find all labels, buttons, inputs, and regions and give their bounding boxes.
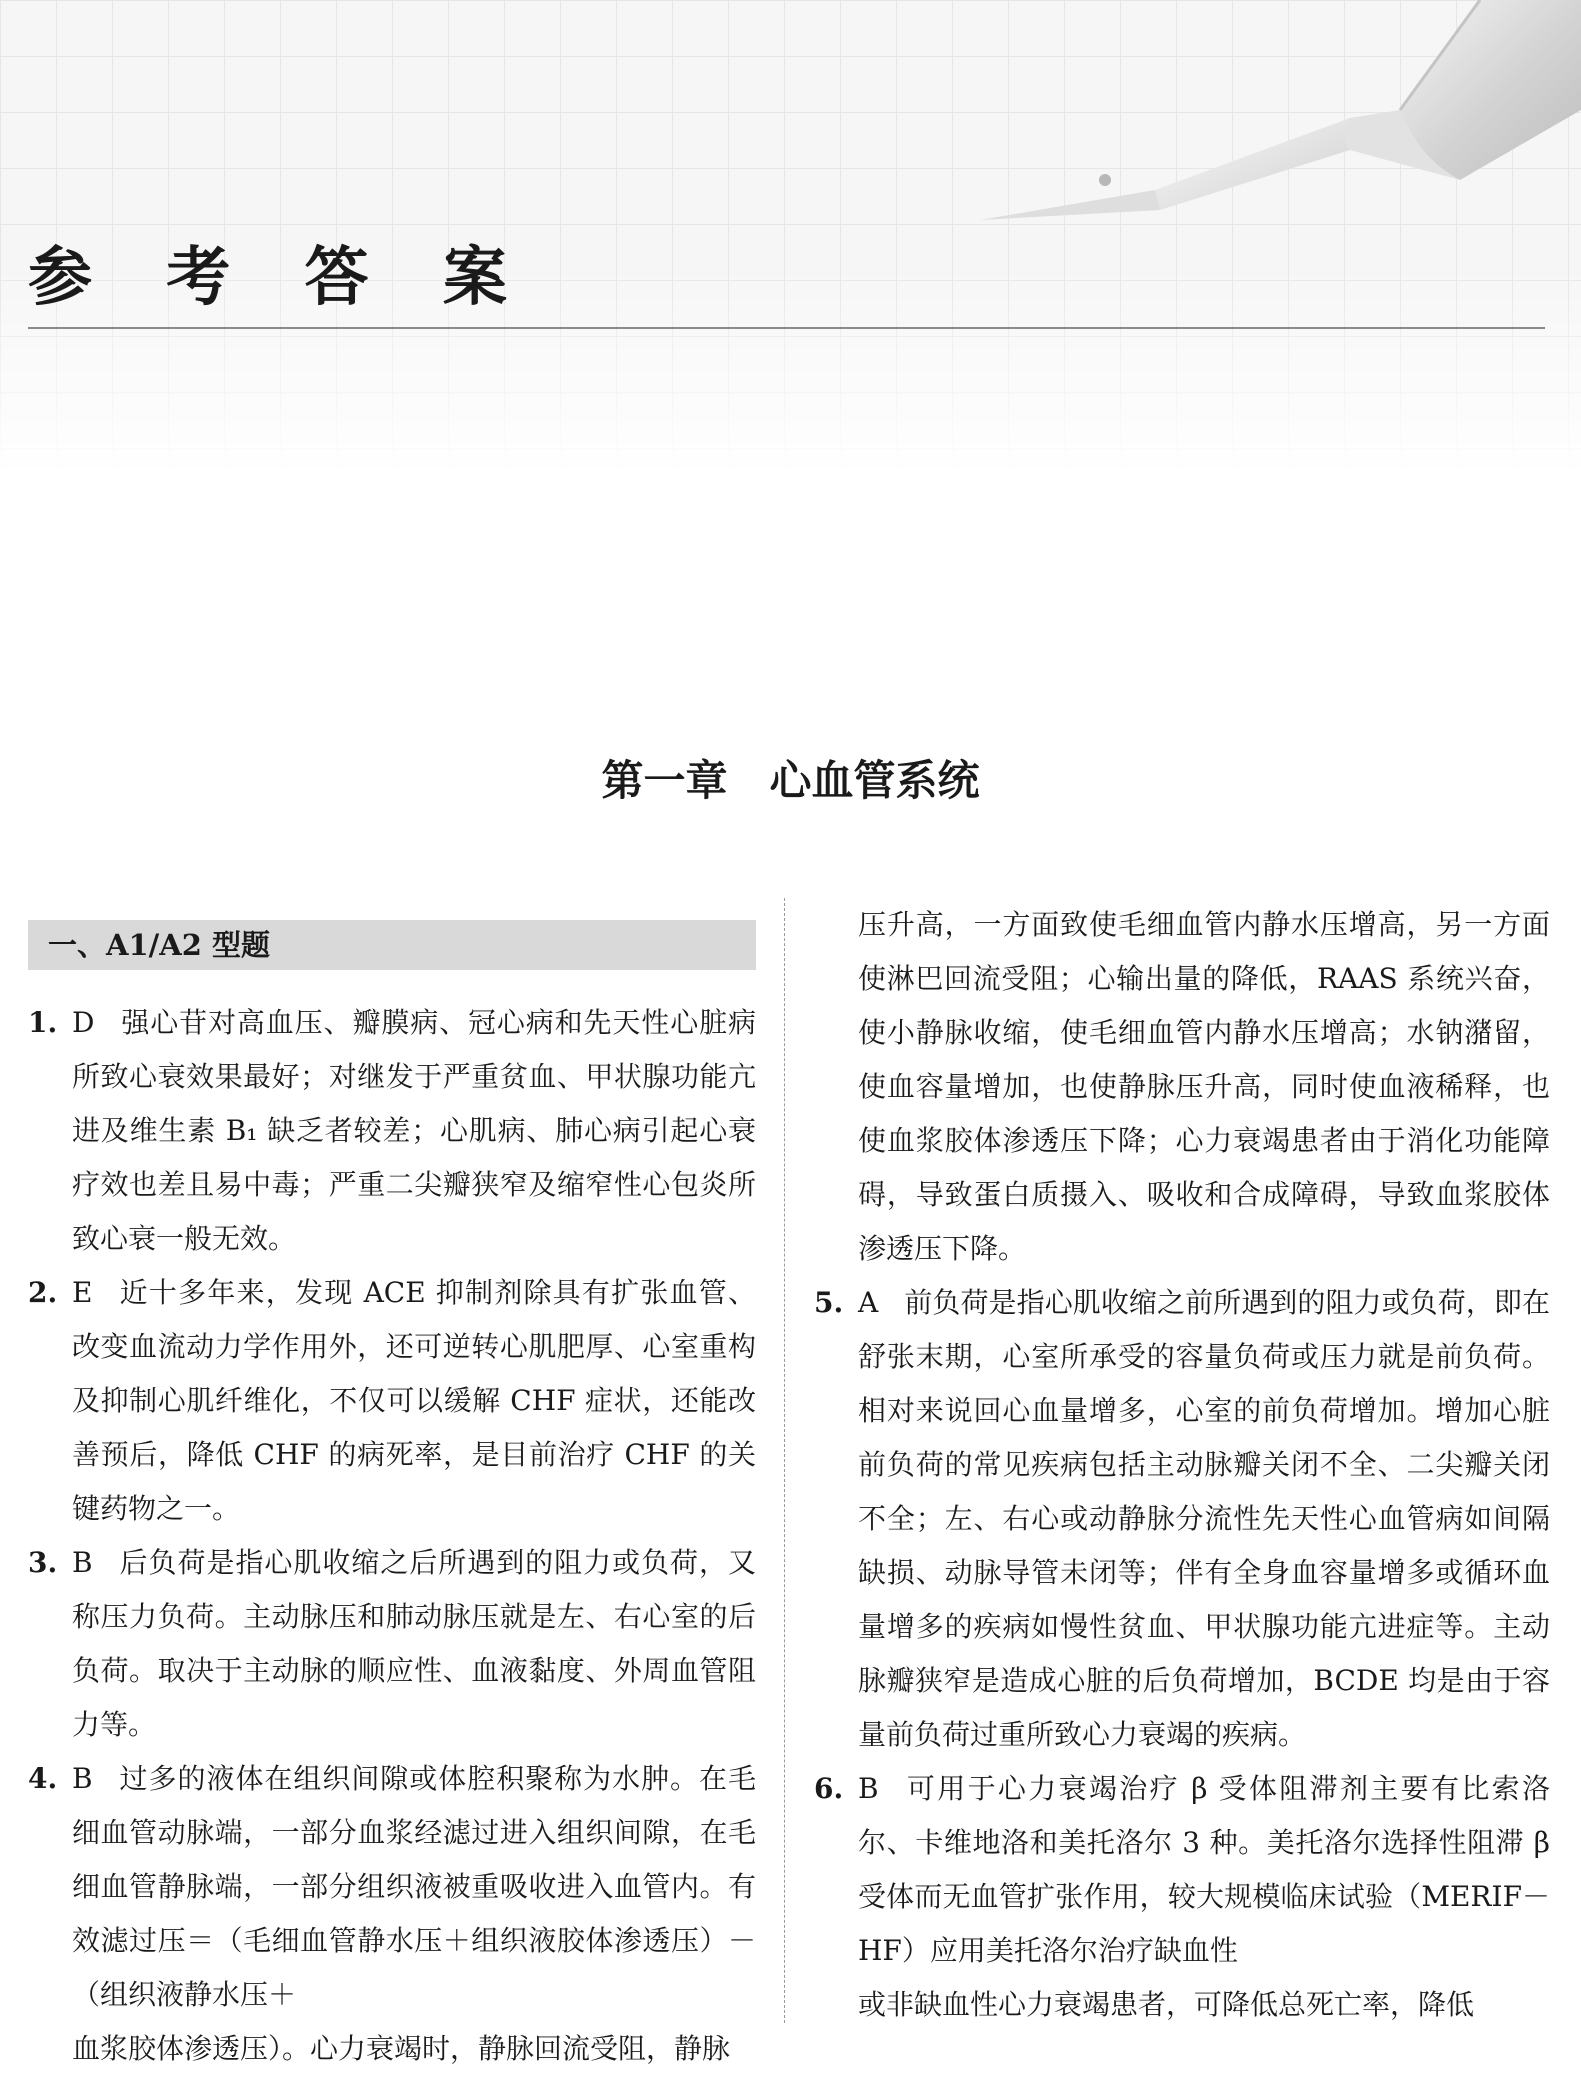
chapter-title: 第一章 心血管系统 (601, 756, 980, 805)
left-column (28, 898, 756, 2065)
answer-item-4-continued: 压升高，一方面致使毛细血管内静水压增高，另一方面使淋巴回流受阻；心输出量的降低，RAAS 系统兴奋，使小静脉收缩，使毛细血管内静水压增高；水钠潴留，使血容量增加，也使静脉压升高，同时使血液稀释，也使血浆胶体渗透压下降；心力衰竭患者由于消化功能障碍，导致蛋白质摄入、吸收和合成障碍，导致血浆胶体渗透压下降。 (858, 908, 1550, 1265)
answer-number: 3. (28, 1546, 58, 1579)
answer-key: B (72, 1762, 93, 1795)
answer-key: E (72, 1276, 93, 1309)
answer-item-2 (28, 1266, 756, 1536)
answer-number: 2. (28, 1276, 58, 1309)
answer-explanation: 强心苷对高血压、瓣膜病、冠心病和先天性心脏病所致心衰效果最好；对继发于严重贫血、甲状腺功能亢进及维生素 B₁ 缺乏者较差；心肌病、肺心病引起心衰疗效也差且易中毒；严重二尖瓣狭窄及缩窄性心包炎所致心衰一般无效。 (72, 1006, 756, 1255)
answer-key: D (72, 1006, 95, 1039)
answer-number: 6. (814, 1772, 844, 1805)
answer-explanation: 近十多年来，发现 ACE 抑制剂除具有扩张血管、改变血流动力学作用外，还可逆转心肌肥厚、心室重构及抑制心肌纤维化，不仅可以缓解 CHF 症状，还能改善预后，降低 CHF 的病死率，是目前治疗 CHF 的关键药物之一。 (72, 1276, 756, 1525)
answer-number: 1. (28, 1006, 58, 1039)
answer-item-3 (28, 1536, 756, 1752)
page-title: 参 考 答 案 (28, 241, 533, 315)
answer-explanation: 过多的液体在组织间隙或体腔积聚称为水肿。在毛细血管动脉端，一部分血浆经滤过进入组织间隙，在毛细血管静脉端，一部分组织液被重吸收进入血管内。有效滤过压＝（毛细血管静水压＋组织液胶体渗透压）－（组织液静水压＋ (72, 1762, 756, 2011)
right-column (814, 898, 1550, 2023)
answer-number: 5. (814, 1286, 844, 1319)
answer-item-6 (814, 1762, 1550, 2032)
fountain-pen-illustration (880, 0, 1581, 260)
answer-item-1 (28, 996, 756, 1266)
answer-explanation: 前负荷是指心肌收缩之前所遇到的阻力或负荷，即在舒张末期，心室所承受的容量负荷或压力就是前负荷。相对来说回心血量增多，心室的前负荷增加。增加心脏前负荷的常见疾病包括主动脉瓣关闭不全、二尖瓣关闭不全；左、右心或动静脉分流性先天性心血管病如间隔缺损、动脉导管未闭等；伴有全身血容量增多或循环血量增多的疾病如慢性贫血、甲状腺功能亢进症等。主动脉瓣狭窄是造成心脏的后负荷增加，BCDE 均是由于容量前负荷过重所致心力衰竭的疾病。 (858, 1286, 1550, 1751)
answer-explanation: 后负荷是指心肌收缩之后所遇到的阻力或负荷，又称压力负荷。主动脉压和肺动脉压就是左、右心室的后负荷。取决于主动脉的顺应性、血液黏度、外周血管阻力等。 (72, 1546, 756, 1741)
answer-item-5 (814, 1276, 1550, 1762)
column-divider (784, 898, 785, 2023)
title-rule (28, 327, 1545, 329)
answer-key: A (858, 1286, 879, 1319)
answer-key: B (72, 1546, 93, 1579)
answer-explanation: 可用于心力衰竭治疗 β 受体阻滞剂主要有比索洛尔、卡维地洛和美托洛尔 3 种。美托洛尔选择性阻滞 β 受体而无血管扩张作用，较大规模临床试验（MERIF－HF）应用美托洛尔治疗缺血性 (858, 1772, 1550, 1967)
answer-explanation-cut-line: 血浆胶体渗透压）。心力衰竭时，静脉回流受阻，静脉 (72, 2032, 731, 2065)
answer-key: B (858, 1772, 879, 1805)
answer-explanation-cut-line: 或非缺血性心力衰竭患者，可降低总死亡率，降低 (858, 1988, 1475, 2021)
section-header: 一、A1/A2 型题 (28, 920, 756, 970)
answer-item-4 (28, 1752, 756, 2076)
answer-number: 4. (28, 1762, 58, 1795)
